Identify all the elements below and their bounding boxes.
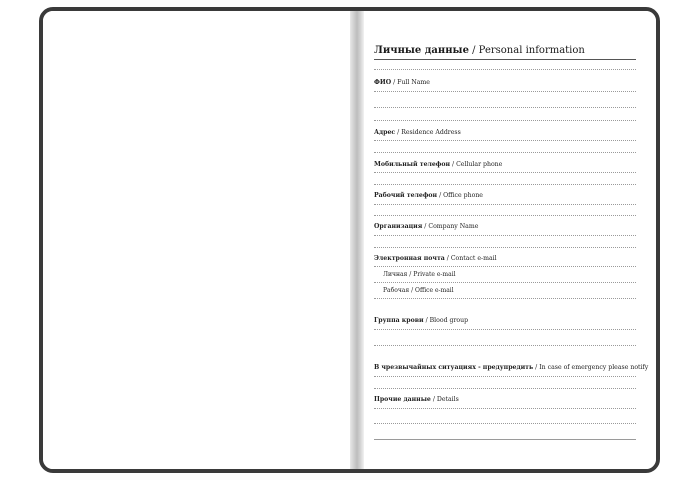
page-title	[374, 45, 636, 60]
writing-line[interactable]	[374, 172, 636, 173]
field-label-full-name: ФИО / Full Name	[374, 79, 430, 86]
writing-line[interactable]	[374, 204, 636, 205]
writing-line[interactable]	[374, 91, 636, 92]
left-page-blank	[43, 11, 353, 469]
writing-line[interactable]	[374, 408, 636, 409]
writing-line[interactable]	[374, 107, 636, 108]
writing-line[interactable]	[374, 345, 636, 346]
writing-line[interactable]	[374, 439, 636, 440]
writing-line[interactable]	[374, 298, 636, 299]
field-label-company-name: Организация / Company Name	[374, 223, 479, 230]
writing-line[interactable]	[374, 140, 636, 141]
field-label-emergency-contact: В чрезвычайных ситуациях - предупредить / In case of emergency please notify	[374, 364, 649, 371]
writing-line[interactable]	[374, 282, 636, 283]
field-label-details: Прочие данные / Details	[374, 396, 459, 403]
field-label-cellular-phone: Мобильный телефон / Cellular phone	[374, 161, 503, 168]
right-page-personal-info	[364, 11, 656, 469]
field-label-private-email: Личная / Private e-mail	[383, 271, 456, 278]
notebook-spine	[350, 11, 364, 469]
field-label-address: Адрес / Residence Address	[374, 129, 461, 136]
writing-line[interactable]	[374, 266, 636, 267]
field-label-blood-group: Группа крови / Blood group	[374, 317, 469, 324]
writing-line[interactable]	[374, 247, 636, 248]
writing-line[interactable]	[374, 152, 636, 153]
writing-line[interactable]	[374, 376, 636, 377]
page-title-ru: Личные данные	[374, 45, 469, 56]
field-label-office-phone: Рабочий телефон / Office phone	[374, 192, 483, 199]
writing-line[interactable]	[374, 423, 636, 424]
writing-line[interactable]	[374, 184, 636, 185]
field-label-contact-email: Электронная почта / Contact e-mail	[374, 255, 497, 262]
writing-line[interactable]	[374, 120, 636, 121]
page-title-en: / Personal information	[472, 45, 585, 56]
field-label-office-email: Рабочая / Office e-mail	[383, 287, 454, 294]
notebook-cover	[39, 7, 660, 473]
writing-line[interactable]	[374, 329, 636, 330]
writing-line[interactable]	[374, 235, 636, 236]
writing-line[interactable]	[374, 388, 636, 389]
writing-line[interactable]	[374, 69, 636, 70]
writing-line[interactable]	[374, 215, 636, 216]
